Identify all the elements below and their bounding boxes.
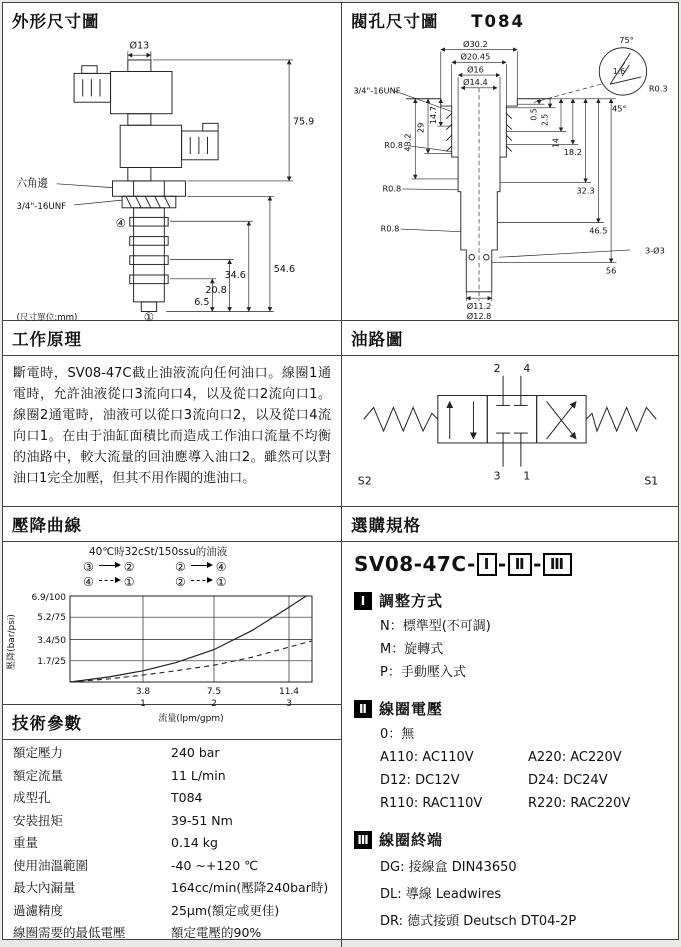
x-tick-3-gpm: 3 [286, 699, 292, 709]
circuit-drawing [342, 356, 678, 508]
legend-to: ② [123, 560, 135, 574]
panel-cavity-dimensions [342, 3, 678, 321]
dim-label-2-5: 2.5 [540, 113, 550, 127]
dim-label-r0-8-a: R0.8 [384, 139, 404, 150]
dim-label-d11-2: Ø11.2 [466, 301, 492, 312]
x-tick-1-lpm: 3.8 [135, 687, 151, 697]
model-part-2: Ⅱ [508, 553, 532, 576]
legend-to: ④ [215, 560, 227, 574]
legend-to: ① [215, 575, 227, 589]
solenoid-s1-label: S1 [644, 474, 659, 488]
dim-label-r0-3: R0.3 [648, 83, 668, 94]
section-number-badge: Ⅰ [354, 592, 372, 610]
section-number-badge: Ⅱ [354, 700, 372, 718]
spec-label: 過濾精度 [13, 902, 64, 918]
cavity-dim-lines [393, 50, 630, 301]
x-axis-label: 流量(lpm/gpm) [158, 714, 224, 724]
thread-label: 3/4"-16UNF [16, 201, 67, 212]
model-code [354, 552, 678, 576]
dim-label-54-6: 54.6 [273, 264, 296, 276]
curve-dashed [70, 641, 312, 682]
chart-legend [83, 560, 341, 590]
y-tick-4: 6.9/100 [31, 593, 66, 603]
section-title: 線圈電壓 [379, 700, 444, 718]
ordering-title: 選購規格 [342, 507, 678, 542]
valve-outline-drawing [3, 35, 341, 323]
model-prefix: SV08-47C- [354, 552, 476, 576]
option-item: 0：無 [380, 727, 415, 742]
flow-arrow-dashed-icon [191, 580, 211, 581]
y-axis-label: 壓降(bar/psi) [7, 614, 17, 670]
spec-label: 安裝扭矩 [13, 812, 64, 828]
port-1-label: 1 [523, 469, 531, 483]
dim-label-29: 29 [415, 122, 426, 134]
spring-left [364, 407, 438, 431]
spec-value: 39-51 Nm [171, 812, 233, 828]
flow-arrow-solid-icon [99, 565, 119, 566]
dim-label-d14-4: Ø14.4 [463, 77, 488, 88]
dim-label-75deg: 75° [619, 35, 634, 46]
dim-label-1-6: 1.6 [612, 67, 626, 77]
spec-label: 成型孔 [13, 790, 51, 805]
spec-value: 240 bar [171, 745, 220, 760]
spec-value: 25μm(額定或更佳) [171, 902, 280, 918]
specs-table [3, 740, 341, 947]
hex-side-label: 六角邊 [16, 177, 49, 190]
dim-label-14: 14 [551, 138, 561, 148]
pressure-chart-svg [3, 590, 341, 724]
section-coil-voltage [354, 698, 678, 815]
cavity-title-text: 閥孔尺寸圖 [351, 12, 439, 31]
spec-value: 額定電壓的90% [171, 925, 262, 940]
circuit-title: 油路圖 [342, 321, 678, 356]
table-row [9, 832, 335, 855]
dim-label-46-5: 46.5 [589, 225, 608, 236]
legend-item [175, 575, 267, 590]
model-dash: - [533, 552, 542, 576]
spring-right [586, 407, 656, 431]
table-row [9, 855, 335, 878]
dim-label-0-5: 0.5 [529, 108, 539, 121]
cavity-title [342, 3, 678, 35]
dim-label-d20-45: Ø20.45 [460, 51, 491, 62]
cavity-detail-circle [534, 48, 647, 103]
section-adjustment [354, 590, 678, 684]
unit-note: (尺寸單位:mm) [16, 313, 78, 324]
table-row [9, 742, 335, 765]
spec-value: 11 L/min [171, 767, 226, 783]
option-item: D24: DC24V [528, 773, 608, 788]
legend-from: ② [175, 575, 186, 589]
port-1-label: ① [143, 310, 155, 325]
table-row [9, 765, 335, 788]
table-row [9, 810, 335, 833]
x-tick-3-lpm: 11.4 [278, 687, 300, 697]
curve-title: 壓降曲線 [3, 507, 341, 542]
dim-label-d30-2: Ø30.2 [463, 38, 488, 49]
y-tick-2: 3.4/50 [37, 636, 66, 646]
section-number-badge: Ⅲ [354, 831, 372, 849]
dim-label-6-5: 6.5 [194, 296, 210, 308]
dim-label-d16: Ø16 [466, 64, 484, 75]
valve-body [74, 60, 218, 312]
section-header [354, 829, 678, 850]
panel-ordering-info [342, 507, 678, 947]
chart-subtitle: 40℃時32cSt/150ssu的油液 [89, 546, 228, 558]
dim-label-34-6: 34.6 [224, 269, 246, 281]
option-item: P：手動壓入式 [380, 665, 466, 680]
flow-arrow-solid-icon [191, 565, 211, 566]
panel-circuit-diagram [342, 321, 678, 507]
section-items [380, 615, 678, 684]
legend-item [83, 575, 175, 590]
option-item: M：旋轉式 [380, 642, 444, 657]
spec-value: -40 ~+120 ℃ [171, 857, 259, 873]
flow-arrow-dashed-icon [99, 580, 119, 581]
section-header [354, 698, 678, 719]
option-item: A220: AC220V [528, 750, 622, 765]
datasheet-page [2, 2, 679, 940]
spec-label: 額定流量 [13, 767, 64, 783]
panel-outline-dimensions [3, 3, 342, 325]
option-item: R110: RAC110V [380, 796, 483, 811]
spec-label: 額定壓力 [13, 745, 64, 760]
option-item: DG: 接線盒 DIN43650 [380, 860, 517, 875]
x-tick-1-gpm: 1 [140, 699, 146, 709]
model-dash: - [497, 552, 507, 576]
option-item: N：標準型(不可調) [380, 619, 491, 634]
x-tick-2-lpm: 7.5 [206, 687, 222, 697]
solenoid-s2-label: S2 [357, 474, 372, 488]
spec-label: 使用油溫範圍 [13, 857, 89, 873]
legend-from: ④ [83, 575, 94, 589]
dim-label-32-3: 32.3 [576, 185, 595, 196]
section-items [380, 854, 678, 935]
dim-label-d13: Ø13 [129, 40, 150, 52]
port-3-label: 3 [493, 469, 501, 483]
dim-label-75-9: 75.9 [292, 116, 315, 128]
legend-item [175, 560, 267, 575]
spec-label: 線圈需要的最低電壓 [13, 925, 126, 940]
port-2-label: 2 [493, 361, 501, 375]
option-item: A110: AC110V [380, 750, 474, 765]
x-tick-2-gpm: 2 [211, 699, 217, 709]
legend-item [83, 560, 175, 575]
voltage-options [380, 746, 678, 815]
option-item: R220: RAC220V [528, 796, 631, 811]
dim-label-d12-8: Ø12.8 [466, 311, 492, 322]
dim-label-r0-8-c: R0.8 [380, 223, 400, 234]
principle-body: 斷電時，SV08-47C截止油液流向任何油口。線圈1通電時，允許油液從口3流向口4，以及從口2流向口1。線圈2通電時，油液可以從口3流向口2，以及從口4流向口1。在由于油缸面積比而造成工作油口流量不均衡的油路中，較大流量的回油應導入油口2。雖然可以對油口1完全加壓，但其不用作閥的進油口。 [13, 366, 331, 487]
table-row [9, 900, 335, 923]
model-part-1: Ⅰ [477, 553, 497, 576]
table-row [9, 922, 335, 945]
y-tick-1: 1.7/25 [37, 657, 66, 667]
section-title: 調整方式 [379, 592, 444, 610]
legend-to: ① [123, 575, 135, 589]
dim-label-3-holes: 3-Ø3 [645, 245, 665, 256]
valve-symbol [364, 376, 657, 467]
table-row [9, 787, 335, 810]
dim-label-r0-8-b: R0.8 [382, 183, 402, 194]
cavity-code: T084 [471, 12, 525, 31]
model-part-3: Ⅲ [543, 553, 572, 576]
dim-label-43-2: 43.2 [402, 133, 413, 152]
principle-title: 工作原理 [3, 321, 341, 356]
spec-value: 164cc/min(壓降240bar時) [171, 880, 329, 895]
dim-label-45deg: 45° [612, 103, 627, 114]
specs-title: 技術參數 [3, 705, 341, 740]
cavity-thread-label: 3/4"-16UNF [353, 85, 401, 96]
section-coil-termination [354, 829, 678, 935]
dim-label-14-7: 14.7 [428, 106, 439, 125]
section-title: 線圈終端 [379, 831, 444, 849]
option-item: DR: 德式接頭 Deutsch DT04-2P [380, 914, 577, 929]
option-item: DL: 導線 Leadwires [380, 887, 502, 902]
section-items [380, 723, 678, 746]
dim-label-56: 56 [605, 265, 617, 276]
option-item: D12: DC12V [380, 773, 460, 788]
spec-label: 重量 [13, 835, 39, 850]
dim-label-18-2: 18.2 [563, 147, 582, 158]
table-row [9, 877, 335, 900]
port-4-label: ④ [115, 216, 126, 231]
legend-from: ③ [83, 560, 94, 574]
spec-value: 0.14 kg [171, 835, 218, 850]
outline-title: 外形尺寸圖 [12, 12, 100, 31]
cavity-drawing [342, 35, 678, 321]
spec-value: T084 [171, 790, 203, 805]
spec-label: 最大內漏量 [13, 880, 76, 895]
panel-working-principle [3, 321, 342, 507]
legend-from: ② [175, 560, 186, 574]
panel-technical-parameters [3, 705, 342, 947]
dim-label-20-8: 20.8 [205, 285, 227, 297]
port-4-label: 4 [523, 361, 531, 375]
section-header [354, 590, 678, 611]
y-tick-3: 5.2/75 [37, 613, 66, 623]
